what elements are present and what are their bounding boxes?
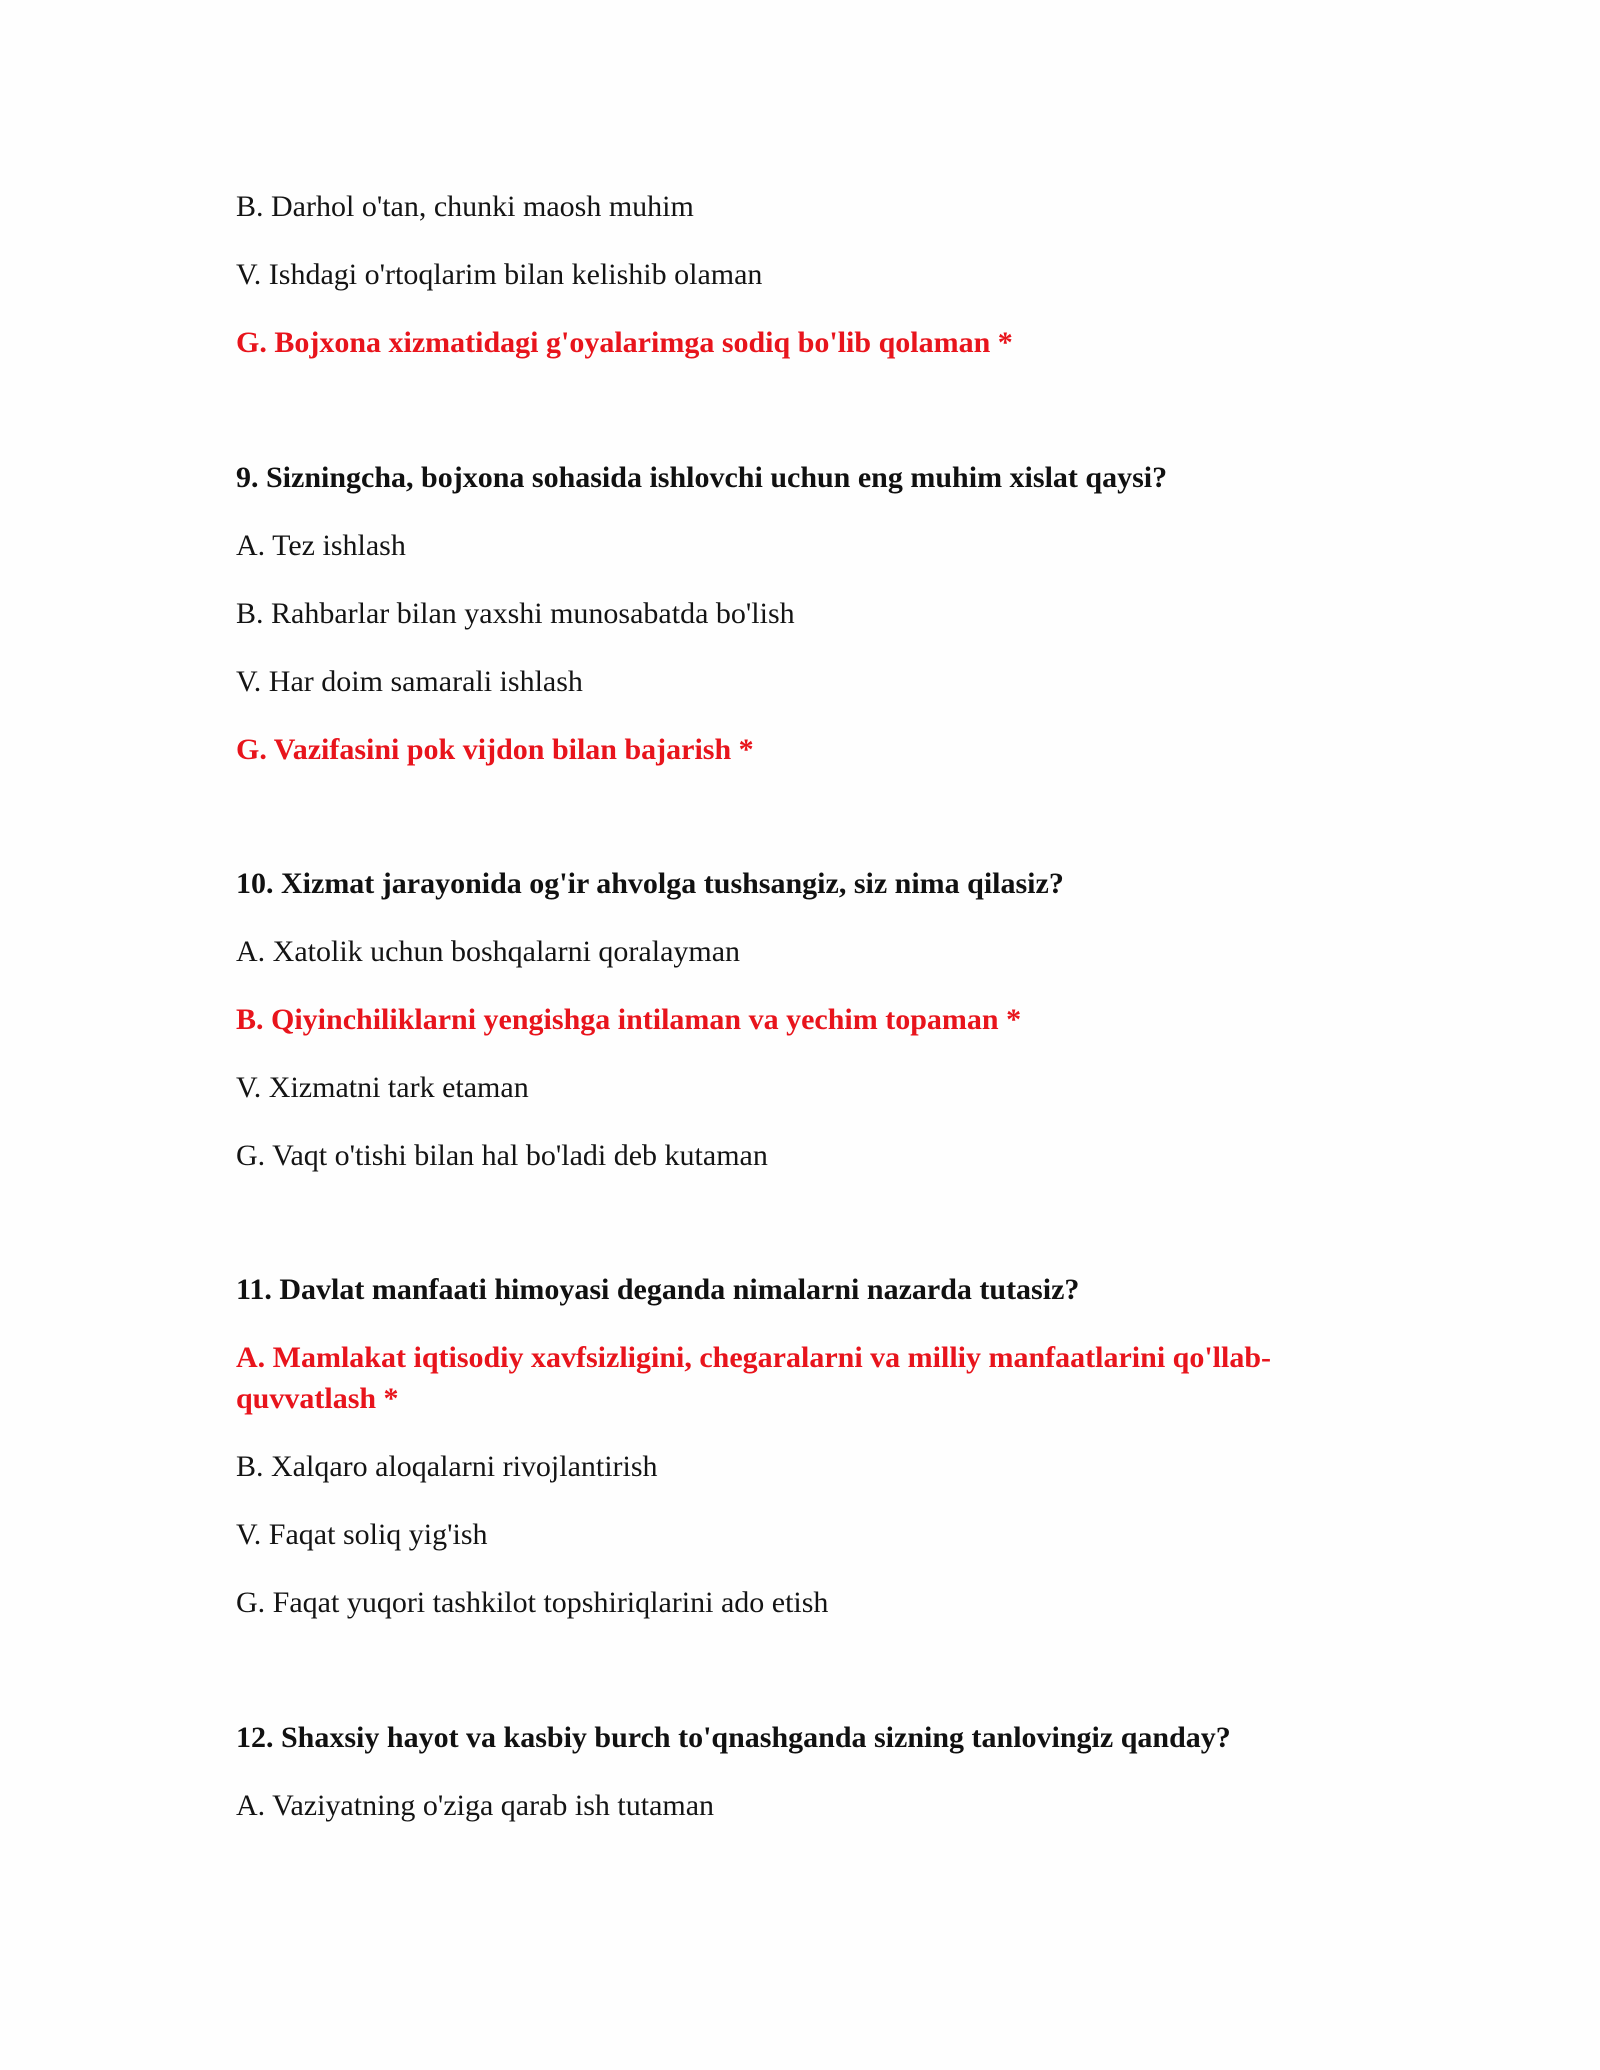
answer-option: B. Darhol o'tan, chunki maosh muhim (236, 190, 694, 223)
correct-answer-option: A. Mamlakat iqtisodiy xavfsizligini, chegaralarni va milliy manfaatlarini qo'llab- (236, 1341, 1272, 1374)
correct-answer-option: B. Qiyinchiliklarni yengishga intilaman va yechim topaman * (236, 1003, 1022, 1036)
answer-option: A. Tez ishlash (236, 529, 406, 562)
correct-answer-option: G. Bojxona xizmatidagi g'oyalarimga sodiq bo'lib qolaman * (236, 326, 1013, 359)
answer-option: A. Vaziyatning o'ziga qarab ish tutaman (236, 1789, 715, 1822)
answer-option: B. Xalqaro aloqalarni rivojlantirish (236, 1450, 658, 1483)
correct-answer-option: G. Vazifasini pok vijdon bilan bajarish * (236, 733, 754, 766)
question-text: 10. Xizmat jarayonida og'ir ahvolga tushsangiz, siz nima qilasiz? (236, 867, 1064, 900)
answer-option: V. Xizmatni tark etaman (236, 1071, 529, 1104)
question-text: 11. Davlat manfaati himoyasi deganda nimalarni nazarda tutasiz? (236, 1273, 1080, 1306)
answer-option: V. Har doim samarali ishlash (236, 665, 583, 698)
answer-option: A. Xatolik uchun boshqalarni qoralayman (236, 935, 741, 968)
answer-option: B. Rahbarlar bilan yaxshi munosabatda bo'lish (236, 597, 795, 630)
answer-option: G. Faqat yuqori tashkilot topshiriqlarini ado etish (236, 1586, 829, 1619)
question-text: 9. Sizningcha, bojxona sohasida ishlovchi uchun eng muhim xislat qaysi? (236, 461, 1168, 494)
answer-option: V. Ishdagi o'rtoqlarim bilan kelishib olaman (236, 258, 763, 291)
question-text: 12. Shaxsiy hayot va kasbiy burch to'qnashganda sizning tanlovingiz qanday? (236, 1721, 1231, 1754)
answer-option: V. Faqat soliq yig'ish (236, 1518, 488, 1551)
answer-option: G. Vaqt o'tishi bilan hal bo'ladi deb kutaman (236, 1139, 768, 1172)
correct-answer-option-continuation: quvvatlash * (236, 1382, 399, 1415)
